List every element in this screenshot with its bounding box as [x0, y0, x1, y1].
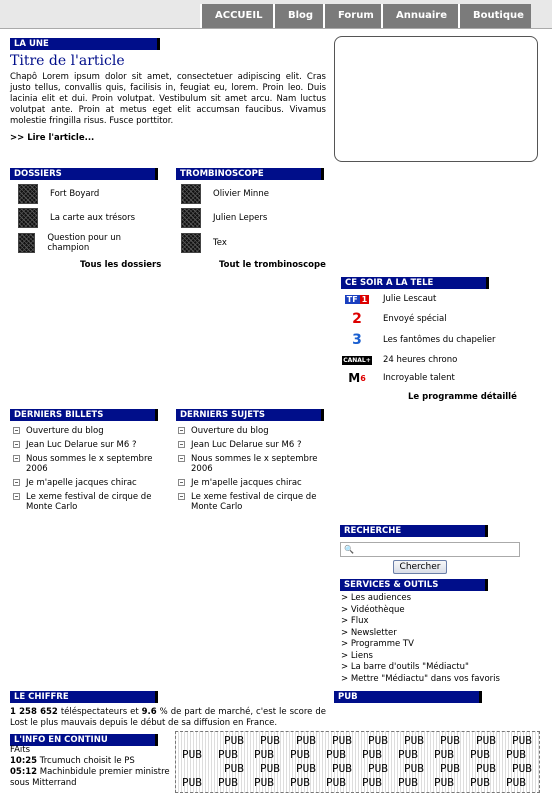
pub-tile: PUB — [326, 748, 346, 761]
sujet-item[interactable]: Le xeme festival de cirque de Monte Carlo — [178, 492, 328, 512]
tv-show: Incroyable talent — [383, 373, 455, 383]
thumbnail-image — [181, 184, 201, 204]
tv-item[interactable] — [343, 292, 436, 306]
tv-show: Les fantômes du chapelier — [383, 335, 496, 345]
trombi-item[interactable] — [181, 208, 267, 228]
nav-blog[interactable]: Blog — [273, 4, 323, 28]
pub-tile: PUB — [296, 762, 316, 775]
pub-tile: PUB — [368, 734, 388, 747]
trombi-label: Julien Lepers — [213, 213, 268, 223]
thumbnail-image — [18, 208, 38, 228]
billet-item[interactable]: Je m'apelle jacques chirac — [13, 478, 163, 488]
service-link[interactable]: > Newsletter — [341, 627, 397, 638]
service-link[interactable]: > Programme TV — [341, 639, 414, 649]
pub-tile: PUB — [218, 748, 238, 761]
main-nav — [200, 4, 531, 28]
billets-list — [13, 426, 163, 516]
pub-tile: PUB — [440, 762, 460, 775]
pub-tile: PUB — [182, 776, 202, 789]
tv-show: Julie Lescaut — [383, 294, 437, 304]
billets-header: DERNIERS BILLETS — [10, 409, 158, 421]
service-link[interactable]: > Les audiences — [341, 593, 412, 603]
pub-tile: PUB — [398, 776, 418, 789]
nav-forum[interactable]: Forum — [323, 4, 381, 28]
plus-icon — [178, 455, 185, 462]
dossier-label: Question pour un champion — [47, 233, 122, 253]
sujet-item[interactable]: Jean Luc Delarue sur M6 ? — [178, 440, 328, 450]
featured-box — [334, 36, 538, 162]
pub-tile: PUB — [404, 762, 424, 775]
tv-show: Envoyé spécial — [383, 314, 447, 324]
pub-tile: PUB — [218, 776, 238, 789]
m6-logo-icon: M 6 — [348, 371, 366, 385]
pub-tile: PUB — [506, 776, 526, 789]
plus-icon — [178, 479, 185, 486]
service-link[interactable]: > Mettre "Médiactu" dans vos favoris — [341, 673, 500, 684]
search-input[interactable] — [340, 542, 520, 557]
plus-icon — [13, 427, 20, 434]
info-header: L'INFO EN CONTINU — [10, 734, 158, 746]
pub-tile: PUB — [332, 762, 352, 775]
pub-tile: PUB — [332, 734, 352, 747]
pub-tile: PUB — [290, 776, 310, 789]
plus-icon — [13, 441, 20, 448]
trombi-label: Tex — [213, 238, 227, 248]
trombi-item[interactable] — [181, 233, 227, 253]
nav-accueil[interactable]: ACCUEIL — [200, 4, 273, 28]
dossier-label: La carte aux trésors — [50, 213, 136, 223]
info-item[interactable]: FAits — [10, 745, 31, 755]
pub-tile: PUB — [404, 734, 424, 747]
tv-detail-link[interactable]: Le programme détaillé — [408, 392, 517, 402]
service-link[interactable]: > La barre d'outils "Médiactu" — [341, 662, 469, 672]
billet-item[interactable]: Ouverture du blog — [13, 426, 163, 436]
sujets-list — [178, 426, 328, 516]
search-button[interactable]: Chercher — [393, 560, 447, 574]
tele-header: CE SOIR A LA TELE — [341, 277, 489, 289]
france2-logo-icon: 2 — [352, 311, 362, 327]
billet-item[interactable]: Nous sommes le x septembre 2006 — [13, 454, 163, 474]
pub-tile: PUB — [224, 734, 244, 747]
plus-icon — [13, 493, 20, 500]
tv-item[interactable] — [343, 353, 457, 367]
pub-tile: PUB — [512, 762, 532, 775]
pub-tile: PUB — [398, 748, 418, 761]
pub-tile: PUB — [440, 734, 460, 747]
pub-tile: PUB — [296, 734, 316, 747]
canalplus-logo-icon: CANAL+ — [343, 356, 371, 364]
search-header: RECHERCHE — [340, 525, 488, 537]
pub-tile: PUB — [260, 762, 280, 775]
pub-header: PUB — [334, 691, 482, 703]
article-title[interactable]: Titre de l'article — [10, 53, 125, 69]
pub-tile: PUB — [260, 734, 280, 747]
pub-tile: PUB — [224, 762, 244, 775]
sujet-item[interactable]: Nous sommes le x septembre 2006 — [178, 454, 328, 474]
chiffre-header: LE CHIFFRE — [10, 691, 158, 703]
search-icon: 🔍 — [344, 545, 354, 554]
trombi-item[interactable] — [181, 184, 269, 204]
trombi-header: TROMBINOSCOPE — [176, 168, 324, 180]
pub-tile: PUB — [254, 776, 274, 789]
france3-logo-icon: 3 — [352, 332, 362, 348]
tv-item[interactable] — [343, 371, 455, 385]
plus-icon — [178, 427, 185, 434]
chiffre-text: 1 258 652 téléspectateurs et 9.6 % de part de marché, c'est le score de Lost le plus mauvais depuis le début de sa diffusion en France. — [10, 707, 326, 728]
sujet-item[interactable]: Ouverture du blog — [178, 426, 328, 436]
read-more-link[interactable]: >> Lire l'article... — [10, 133, 95, 143]
all-trombi-link[interactable]: Tout le trombinoscope — [219, 260, 326, 270]
pub-tile: PUB — [476, 762, 496, 775]
sujet-item[interactable]: Je m'apelle jacques chirac — [178, 478, 328, 488]
services-list — [341, 593, 541, 685]
tv-item[interactable] — [343, 333, 496, 347]
dossier-label: Fort Boyard — [50, 189, 100, 199]
thumbnail-image — [181, 208, 201, 228]
pub-tile: PUB — [470, 776, 490, 789]
pub-banner[interactable] — [175, 731, 540, 793]
pub-tile: PUB — [362, 776, 382, 789]
billet-item[interactable]: Jean Luc Delarue sur M6 ? — [13, 440, 163, 450]
service-link[interactable]: > Vidéothèque — [341, 604, 405, 615]
pub-tile: PUB — [368, 762, 388, 775]
services-header: SERVICES & OUTILS — [340, 579, 488, 591]
pub-tile: PUB — [326, 776, 346, 789]
pub-tile: PUB — [476, 734, 496, 747]
pub-tile: PUB — [434, 748, 454, 761]
nav-boutique[interactable]: Boutique — [458, 4, 531, 28]
pub-tile: PUB — [470, 748, 490, 761]
plus-icon — [178, 493, 185, 500]
nav-annuaire[interactable]: Annuaire — [381, 4, 458, 28]
dossier-item[interactable] — [18, 208, 135, 228]
pub-tile: PUB — [506, 748, 526, 761]
plus-icon — [13, 479, 20, 486]
service-link[interactable]: > Flux — [341, 616, 369, 626]
pub-tile: PUB — [290, 748, 310, 761]
pub-tile: PUB — [362, 748, 382, 761]
info-item[interactable]: 10:25 Trcumuch choisit le PS — [10, 756, 135, 766]
article-chapo: Chapô Lorem ipsum dolor sit amet, consectetuer adipiscing elit. Cras justo tellus, convallis quis, facilisis in, feugiat eu, lorem. Proin leo. Duis lacinia elit et dui. Proin volutpat. Vestibulum sit amet arcu. Nam luctus volutpat ante. Proin at metus eget elit accumsan faucibus. Vivamus molestie fringilla risus. Fusce porttitor. — [10, 72, 326, 126]
dossiers-header: DOSSIERS — [10, 168, 158, 180]
pub-tile: PUB — [434, 776, 454, 789]
thumbnail-image — [18, 184, 38, 204]
all-dossiers-link[interactable]: Tous les dossiers — [80, 260, 162, 270]
thumbnail-image — [181, 233, 201, 253]
plus-icon — [178, 441, 185, 448]
une-header: LA UNE — [10, 38, 160, 50]
info-item[interactable]: 05:12 Machinbidule premier ministre sous Mitterrand — [10, 767, 170, 788]
billet-item[interactable]: Le xeme festival de cirque de Monte Carlo — [13, 492, 163, 512]
dossier-item[interactable] — [18, 233, 148, 253]
tf1-logo-icon: TF 1 — [346, 294, 368, 304]
pub-tile: PUB — [254, 748, 274, 761]
info-list — [10, 745, 170, 789]
service-link[interactable]: > Liens — [341, 650, 373, 661]
thumbnail-image — [18, 233, 35, 253]
trombi-label: Olivier Minne — [213, 189, 269, 199]
pub-tile: PUB — [512, 734, 532, 747]
plus-icon — [13, 455, 20, 462]
sujets-header: DERNIERS SUJETS — [176, 409, 324, 421]
tv-show: 24 heures chrono — [383, 355, 458, 365]
pub-tile: PUB — [182, 748, 202, 761]
tv-item[interactable] — [343, 312, 447, 326]
dossier-item[interactable] — [18, 184, 99, 204]
